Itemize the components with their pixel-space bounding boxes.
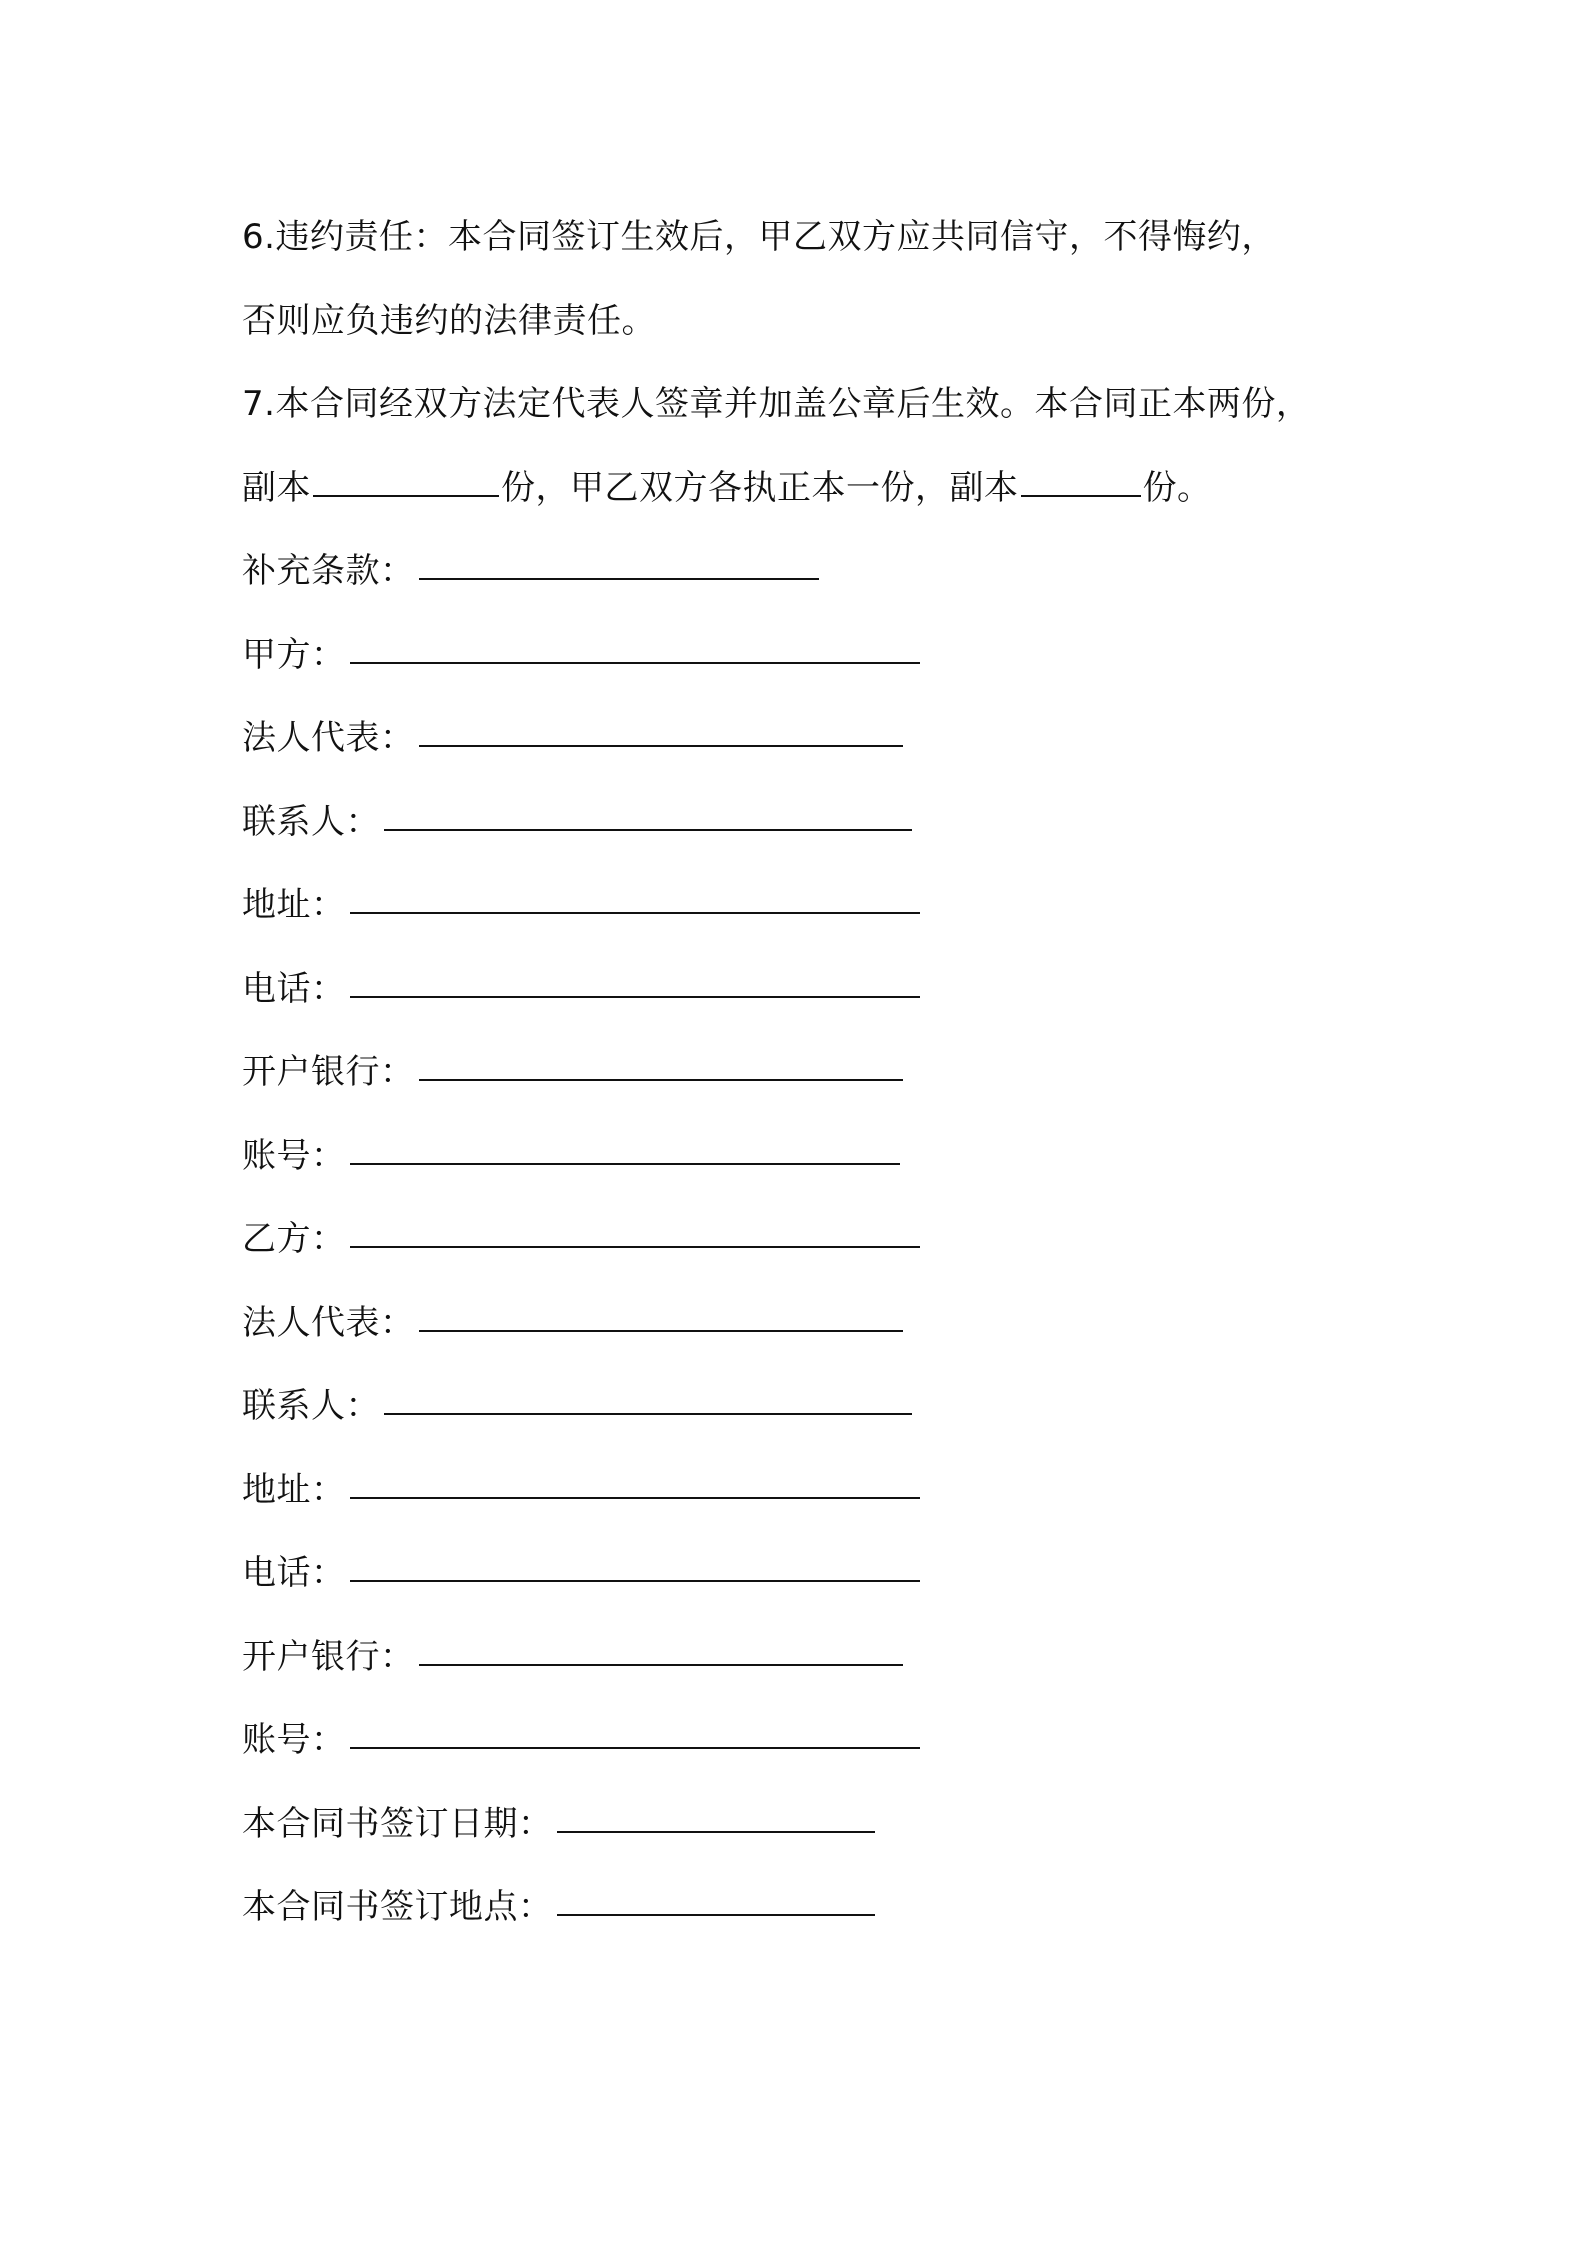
party-b-phone-row	[242, 1532, 1382, 1616]
signing-date-row	[242, 1783, 1382, 1867]
party-a-contact-label: 联系人：	[242, 801, 380, 842]
party-b-contact-row	[242, 1365, 1382, 1449]
signing-place-label: 本合同书签订地点：	[242, 1887, 553, 1927]
party-b-contact-label: 联系人：	[242, 1386, 380, 1426]
party-b-phone-blank[interactable]	[350, 1532, 920, 1582]
party-b-contact-blank[interactable]	[384, 1365, 912, 1415]
party-a-account-blank[interactable]	[350, 1115, 900, 1165]
party-b-legal-rep-row	[242, 1282, 1382, 1366]
clause-6-text-1: 6.违约责任：本合同签订生效后，甲乙双方应共同信守，不得悔约，	[242, 217, 1276, 257]
signing-place-blank[interactable]	[557, 1866, 875, 1916]
supplementary-row	[242, 530, 1382, 614]
clause-7-line-2	[242, 447, 1382, 531]
party-a-address-row	[242, 864, 1382, 948]
party-b-address-label: 地址：	[242, 1469, 346, 1510]
party-a-row	[242, 614, 1382, 698]
party-b-label: 乙方：	[242, 1219, 346, 1259]
copies-label: 副本	[242, 467, 311, 508]
clause-7-text-1: 7.本合同经双方法定代表人签章并加盖公章后生效。本合同正本两份，	[242, 384, 1311, 424]
party-a-bank-label: 开户银行：	[242, 1052, 415, 1092]
party-a-account-row	[242, 1115, 1382, 1199]
party-a-bank-blank[interactable]	[419, 1031, 903, 1081]
supplementary-label: 补充条款：	[242, 551, 415, 591]
party-a-legal-rep-row	[242, 697, 1382, 781]
clause-6-line-2	[242, 280, 1382, 364]
party-a-contact-blank[interactable]	[384, 781, 912, 831]
party-b-address-blank[interactable]	[350, 1449, 920, 1499]
party-a-address-label: 地址：	[242, 885, 346, 925]
signing-date-blank[interactable]	[557, 1783, 875, 1833]
party-b-blank[interactable]	[350, 1198, 920, 1248]
party-b-bank-label: 开户银行：	[242, 1636, 415, 1677]
clause-6-text-2: 否则应负违约的法律责任。	[242, 300, 656, 341]
copies-end: 份。	[1142, 467, 1212, 508]
party-b-legal-rep-label: 法人代表：	[242, 1302, 415, 1343]
party-a-address-blank[interactable]	[350, 864, 920, 914]
copies-blank-2[interactable]	[1021, 447, 1141, 497]
party-a-legal-rep-blank[interactable]	[419, 697, 903, 747]
signing-date-label: 本合同书签订日期：	[242, 1803, 553, 1844]
party-a-phone-row	[242, 948, 1382, 1032]
party-a-contact-row	[242, 781, 1382, 865]
party-b-legal-rep-blank[interactable]	[419, 1282, 903, 1332]
copies-text: 份，甲乙双方各执正本一份，副本	[501, 467, 1019, 508]
copies-blank-1[interactable]	[313, 447, 499, 497]
contract-body	[242, 196, 1382, 1950]
party-a-label: 甲方：	[242, 634, 346, 675]
party-b-row	[242, 1198, 1382, 1282]
party-b-account-blank[interactable]	[350, 1699, 920, 1749]
party-b-address-row	[242, 1449, 1382, 1533]
party-a-phone-blank[interactable]	[350, 948, 920, 998]
party-b-bank-row	[242, 1616, 1382, 1700]
party-b-account-label: 账号：	[242, 1720, 346, 1760]
party-a-phone-label: 电话：	[242, 968, 346, 1009]
party-b-bank-blank[interactable]	[419, 1616, 903, 1666]
supplementary-blank[interactable]	[419, 530, 819, 580]
party-a-legal-rep-label: 法人代表：	[242, 718, 415, 758]
party-a-account-label: 账号：	[242, 1135, 346, 1176]
signing-place-row	[242, 1866, 1382, 1950]
clause-7-line-1	[242, 363, 1382, 447]
party-a-blank[interactable]	[350, 614, 920, 664]
party-b-account-row	[242, 1699, 1382, 1783]
party-b-phone-label: 电话：	[242, 1553, 346, 1593]
clause-6-line-1	[242, 196, 1382, 280]
party-a-bank-row	[242, 1031, 1382, 1115]
